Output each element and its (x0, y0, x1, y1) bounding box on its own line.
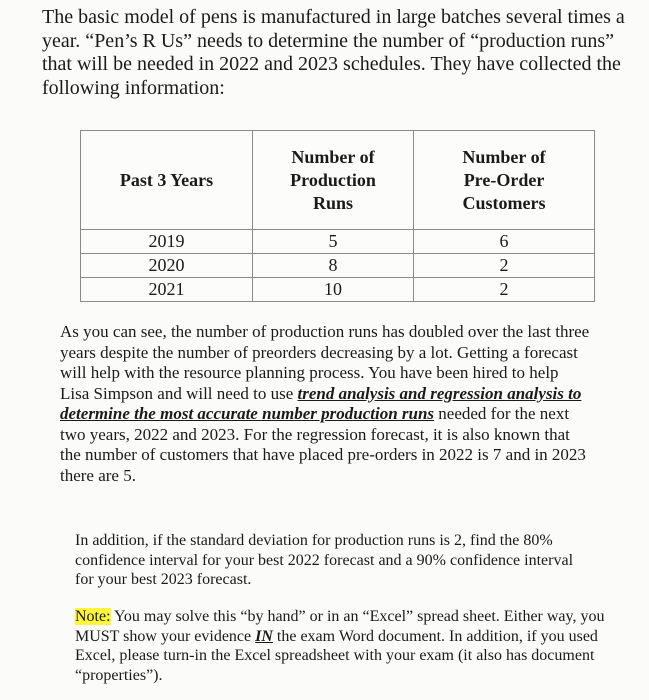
data-table-container (80, 130, 595, 302)
header-line: Number of (462, 146, 546, 167)
header-line: Customers (462, 192, 546, 213)
cell-customers: 2 (414, 278, 595, 302)
cell-year: 2020 (81, 254, 253, 278)
header-line: Production (290, 169, 376, 190)
cell-runs: 5 (253, 230, 414, 254)
table-header-row (81, 131, 595, 230)
header-past-years-label: Past 3 Years (119, 169, 214, 190)
note-paragraph (75, 607, 605, 685)
note-label: Note: (75, 608, 111, 625)
emphasis-text: trend analysis and regression analysis to determine the most accurate number production runs (60, 383, 582, 423)
header-line: Number of (291, 146, 375, 167)
table-row (81, 230, 595, 254)
header-production-runs (253, 131, 414, 230)
header-past-years (81, 131, 253, 230)
cell-year: 2021 (81, 278, 253, 302)
header-line: Pre-Order (463, 169, 545, 190)
cell-year: 2019 (81, 230, 253, 254)
note-text-part1: You may solve this “by hand” or in an “Excel” spread sheet. Either way, you MUST show your evidence (75, 608, 605, 645)
data-table (80, 130, 595, 302)
scenario-text-start: As you can see, the number of production runs has doubled over the last three years despite the number of preorders decreasing by a lot. Getting a forecast will help with the resource planning process. You have been hired to help Lisa Simpson and will need to use (60, 322, 590, 403)
table-row (81, 254, 595, 278)
table-row (81, 278, 595, 302)
header-line: Runs (312, 192, 354, 213)
header-preorder-customers (414, 131, 595, 230)
scenario-text-end: needed for the next two years, 2022 and 2023. For the regression forecast, it is also known that the number of customers that have placed pre-orders in 2022 is 7 and in 2023 there are 5. (60, 404, 586, 485)
cell-runs: 10 (253, 278, 414, 302)
intro-paragraph: The basic model of pens is manufactured in large batches several times a year. “Pen’s R Us” needs to determine the number of “production runs” that will be needed in 2022 and 2023 schedules. They have collected the following information: (42, 6, 625, 99)
cell-runs: 8 (253, 254, 414, 278)
confidence-interval-paragraph: In addition, if the standard deviation for production runs is 2, find the 80% confidence interval for your best 2022 forecast and a 90% confidence interval for your best 2023 forecast. (75, 532, 574, 588)
note-text-part2: the exam Word document. In addition, if you used Excel, please turn-in the Excel spreadsheet with your exam (it also has document “properties”). (75, 627, 598, 684)
cell-customers: 2 (414, 254, 595, 278)
cell-customers: 6 (414, 230, 595, 254)
scenario-paragraph (60, 322, 590, 486)
in-emphasis: IN (255, 627, 273, 645)
